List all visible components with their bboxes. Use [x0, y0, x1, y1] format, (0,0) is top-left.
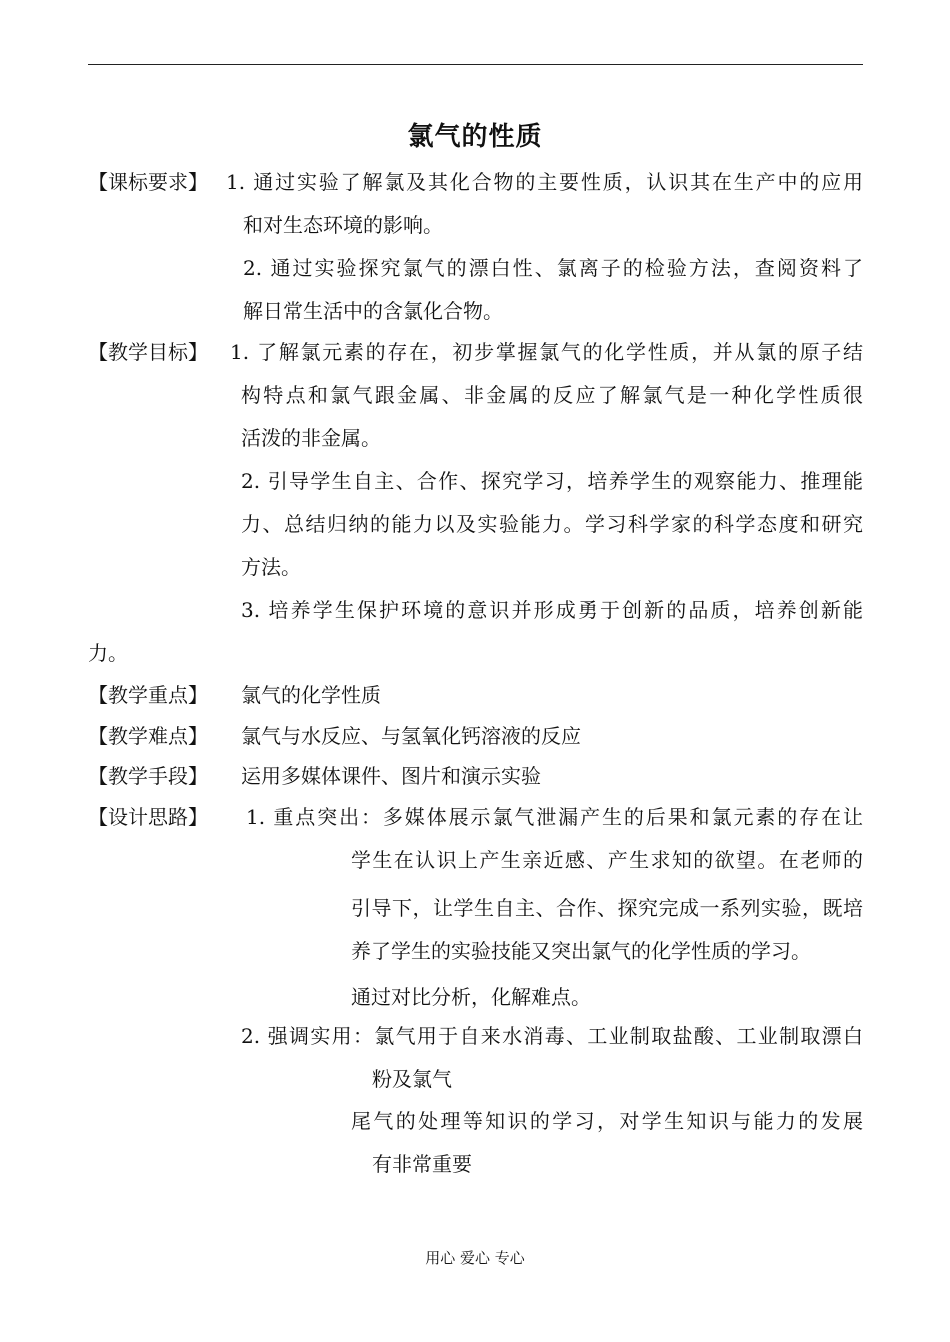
- section-label-silu: 【设计思路】: [88, 805, 208, 829]
- silu-line-1: 1. 重点突出：多媒体展示氯气泄漏产生的后果和氯元素的存在让: [246, 805, 863, 829]
- page-footer: 用心 爱心 专心: [425, 1249, 525, 1267]
- silu-line-8: 尾气的处理等知识的学习，对学生知识与能力的发展: [351, 1109, 863, 1133]
- silu-line-5: 通过对比分析，化解难点。: [351, 985, 591, 1009]
- zhongdian-text: 氯气的化学性质: [241, 683, 381, 707]
- section-label-nandian: 【教学难点】: [88, 724, 208, 748]
- mubiao-line-4: 2. 引导学生自主、合作、探究学习，培养学生的观察能力、推理能: [241, 469, 863, 493]
- section-label-kebiao: 【课标要求】: [88, 170, 208, 194]
- kebiao-line-2: 和对生态环境的影响。: [243, 213, 443, 237]
- silu-line-4: 养了学生的实验技能又突出氯气的化学性质的学习。: [351, 939, 811, 963]
- kebiao-line-4: 解日常生活中的含氯化合物。: [243, 299, 503, 323]
- silu-line-3: 引导下，让学生自主、合作、探究完成一系列实验，既培: [351, 896, 863, 920]
- kebiao-line-1: 1. 通过实验了解氯及其化合物的主要性质，认识其在生产中的应用: [226, 170, 863, 194]
- shouduan-text: 运用多媒体课件、图片和演示实验: [241, 764, 541, 788]
- page-title: 氯气的性质: [407, 122, 543, 152]
- mubiao-line-1: 1. 了解氯元素的存在，初步掌握氯气的化学性质，并从氯的原子结: [230, 340, 863, 364]
- mubiao-line-3: 活泼的非金属。: [241, 426, 381, 450]
- silu-line-6: 2. 强调实用：氯气用于自来水消毒、工业制取盐酸、工业制取漂白: [241, 1024, 863, 1048]
- header-rule: [88, 64, 863, 65]
- mubiao-line-5: 力、总结归纳的能力以及实验能力。学习科学家的科学态度和研究: [241, 512, 863, 536]
- mubiao-line-6: 方法。: [241, 555, 301, 579]
- mubiao-line-7: 3. 培养学生保护环境的意识并形成勇于创新的品质，培养创新能: [241, 598, 863, 622]
- nandian-text: 氯气与水反应、与氢氧化钙溶液的反应: [241, 724, 581, 748]
- kebiao-line-3: 2. 通过实验探究氯气的漂白性、氯离子的检验方法，查阅资料了: [243, 256, 863, 280]
- mubiao-line-2: 构特点和氯气跟金属、非金属的反应了解氯气是一种化学性质很: [241, 383, 863, 407]
- silu-line-9: 有非常重要: [372, 1152, 472, 1176]
- section-label-mubiao: 【教学目标】: [88, 340, 208, 364]
- silu-line-7: 粉及氯气: [372, 1067, 452, 1091]
- section-label-zhongdian: 【教学重点】: [88, 683, 208, 707]
- mubiao-line-8: 力。: [88, 641, 128, 665]
- section-label-shouduan: 【教学手段】: [88, 764, 208, 788]
- silu-line-2: 学生在认识上产生亲近感、产生求知的欲望。在老师的: [351, 848, 863, 872]
